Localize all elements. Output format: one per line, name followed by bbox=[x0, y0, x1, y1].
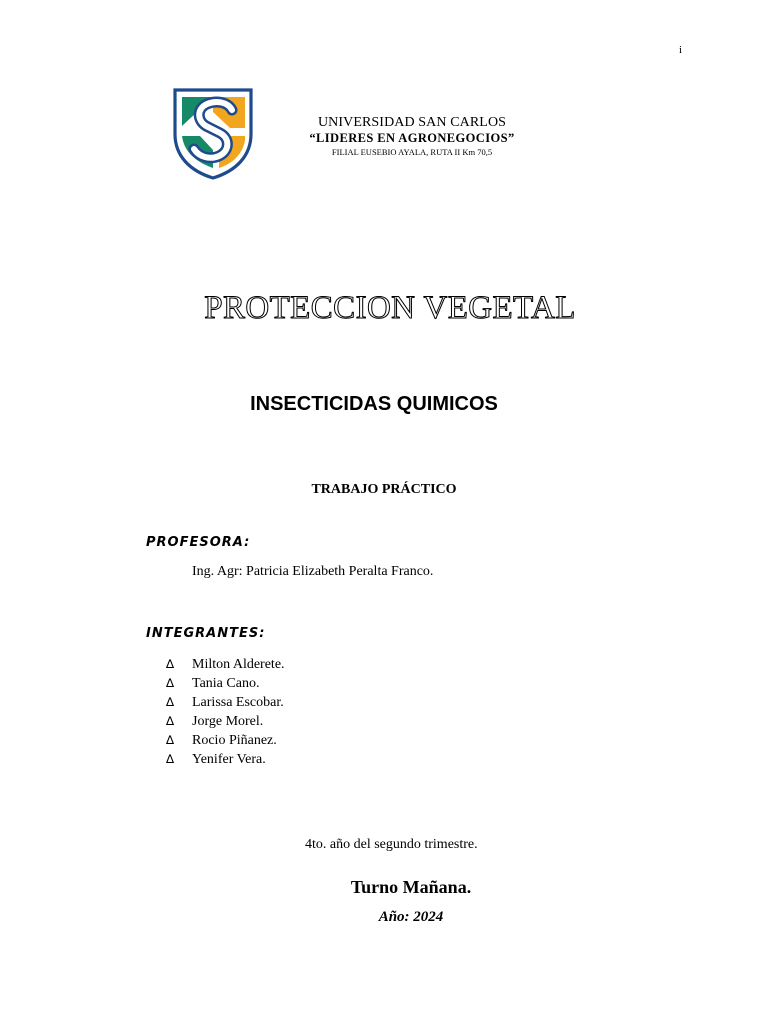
triangle-bullet-icon: ∆ bbox=[166, 752, 175, 766]
document-subtitle: INSECTICIDAS QUIMICOS bbox=[250, 393, 498, 415]
triangle-bullet-icon: ∆ bbox=[166, 695, 175, 709]
triangle-bullet-icon: ∆ bbox=[166, 733, 175, 747]
page-number: i bbox=[678, 44, 682, 56]
professor-name: Ing. Agr: Patricia Elizabeth Peralta Franco. bbox=[192, 564, 434, 579]
member-name: Yenifer Vera. bbox=[192, 752, 266, 767]
university-name: UNIVERSIDAD SAN CARLOS bbox=[317, 115, 507, 130]
list-item bbox=[166, 731, 285, 750]
member-name: Tania Cano. bbox=[192, 676, 260, 691]
university-logo bbox=[172, 88, 254, 180]
university-branch: FILIAL EUSEBIO AYALA, RUTA II Km 70,5 bbox=[331, 147, 493, 157]
university-header bbox=[276, 114, 548, 158]
member-name: Milton Alderete. bbox=[192, 657, 285, 672]
document-title: PROTECCION VEGETAL bbox=[204, 290, 576, 326]
member-name: Larissa Escobar. bbox=[192, 695, 284, 710]
list-item bbox=[166, 655, 285, 674]
list-item bbox=[166, 712, 285, 731]
triangle-bullet-icon: ∆ bbox=[166, 657, 175, 671]
triangle-bullet-icon: ∆ bbox=[166, 714, 175, 728]
member-list bbox=[166, 655, 285, 769]
work-type: TRABAJO PRÁCTICO bbox=[311, 482, 457, 497]
list-item bbox=[166, 750, 285, 769]
list-item bbox=[166, 674, 285, 693]
course-info: 4to. año del segundo trimestre. bbox=[305, 837, 478, 852]
triangle-bullet-icon: ∆ bbox=[166, 676, 175, 690]
members-heading: INTEGRANTES: bbox=[146, 626, 266, 641]
year-label: Año: 2024 bbox=[378, 909, 444, 925]
shift-label: Turno Mañana. bbox=[350, 877, 472, 897]
professor-heading: PROFESORA: bbox=[146, 535, 251, 550]
member-name: Rocio Piñanez. bbox=[192, 733, 277, 748]
university-motto: “LIDERES EN AGRONEGOCIOS” bbox=[309, 131, 515, 145]
list-item bbox=[166, 693, 285, 712]
member-name: Jorge Morel. bbox=[192, 714, 264, 729]
